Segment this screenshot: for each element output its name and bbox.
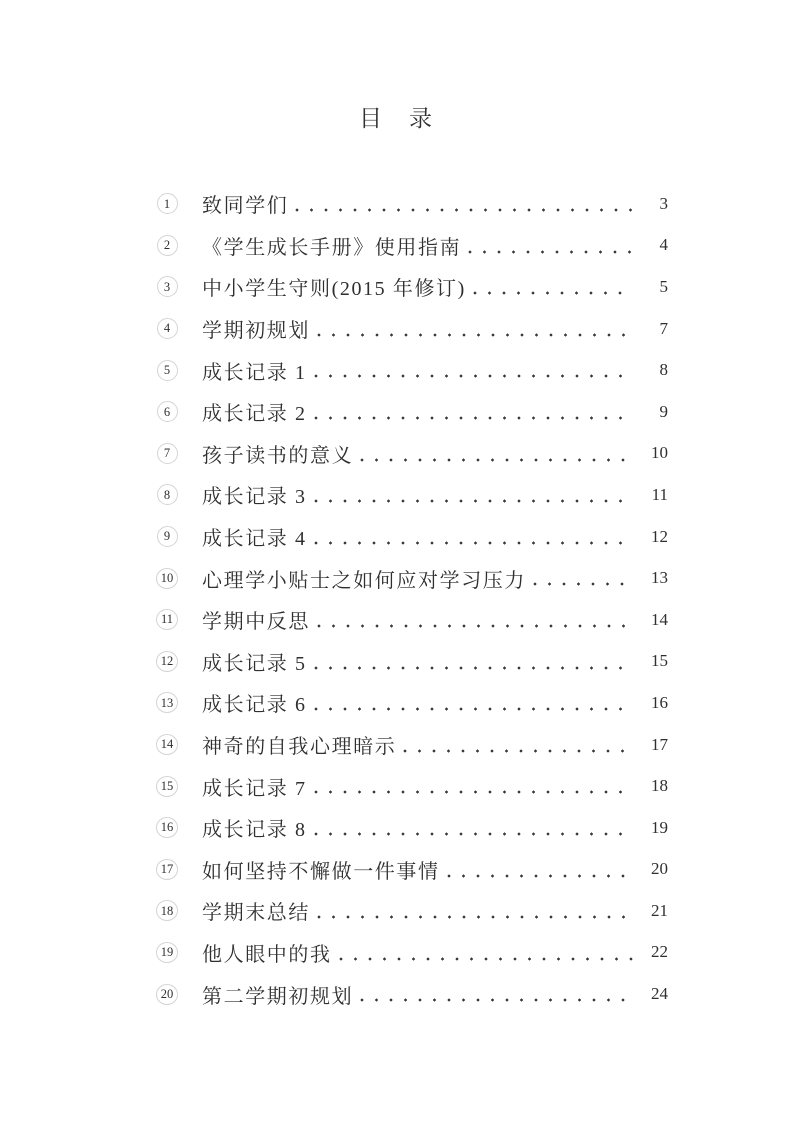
dot-leader bbox=[398, 724, 633, 766]
entry-number-column bbox=[153, 318, 181, 339]
entry-title: 学期中反思 bbox=[202, 611, 310, 634]
dot-leader bbox=[309, 807, 633, 849]
entry-title: 致同学们 bbox=[202, 195, 289, 218]
entry-number-badge bbox=[156, 942, 179, 963]
entry-page-number: 15 bbox=[651, 651, 668, 671]
entry-page-number: 13 bbox=[651, 568, 668, 588]
dot-leader bbox=[312, 308, 633, 350]
toc-entry[interactable] bbox=[0, 765, 793, 807]
toc-entry[interactable] bbox=[0, 349, 793, 391]
entry-page-number: 12 bbox=[651, 526, 668, 546]
entry-number-column bbox=[153, 817, 181, 838]
entry-number: 6 bbox=[163, 404, 171, 419]
entry-title: 成长记录 7 bbox=[202, 777, 307, 800]
entry-number-badge bbox=[157, 443, 178, 464]
entry-page-number: 14 bbox=[651, 609, 668, 629]
toc-entry[interactable] bbox=[0, 807, 793, 849]
entry-title: 神奇的自我心理暗示 bbox=[202, 736, 397, 759]
entry-number: 16 bbox=[160, 820, 174, 835]
dot-leader bbox=[334, 932, 633, 974]
entry-number: 7 bbox=[163, 446, 171, 461]
entry-page-number: 21 bbox=[651, 900, 668, 920]
dot-leader bbox=[309, 641, 633, 683]
entry-number-badge bbox=[156, 900, 179, 921]
entry-number: 13 bbox=[160, 695, 174, 710]
entry-number-badge bbox=[157, 235, 178, 256]
entry-number: 19 bbox=[160, 945, 174, 960]
entry-page-number: 11 bbox=[651, 484, 668, 504]
entry-number-column bbox=[153, 776, 181, 797]
entry-number-column bbox=[153, 360, 181, 381]
entry-number-column bbox=[153, 900, 181, 921]
entry-number-column bbox=[153, 193, 181, 214]
entry-page-number: 18 bbox=[651, 776, 668, 796]
entry-title: 孩子读书的意义 bbox=[202, 444, 354, 467]
entry-number-column bbox=[153, 942, 181, 963]
entry-number-badge bbox=[156, 651, 179, 672]
entry-number-column bbox=[153, 859, 181, 880]
entry-number: 3 bbox=[163, 279, 171, 294]
dot-leader bbox=[309, 391, 633, 433]
dot-leader bbox=[290, 183, 633, 225]
entry-number: 11 bbox=[160, 612, 174, 627]
dot-leader bbox=[463, 225, 633, 267]
toc-entry[interactable] bbox=[0, 849, 793, 891]
entry-page-number: 3 bbox=[659, 193, 668, 213]
dot-leader bbox=[442, 849, 633, 891]
entry-page-number: 10 bbox=[651, 443, 668, 463]
toc-entry[interactable] bbox=[0, 516, 793, 558]
dot-leader bbox=[312, 890, 633, 932]
entry-number: 4 bbox=[163, 321, 171, 336]
entry-number-column bbox=[153, 401, 181, 422]
toc-entry[interactable] bbox=[0, 308, 793, 350]
entry-number-badge bbox=[157, 360, 178, 381]
toc-entry[interactable] bbox=[0, 641, 793, 683]
toc-entry[interactable] bbox=[0, 973, 793, 1015]
entry-number-badge bbox=[156, 859, 179, 880]
entry-number-column bbox=[153, 484, 181, 505]
toc-entry[interactable] bbox=[0, 391, 793, 433]
entry-title: 成长记录 6 bbox=[202, 694, 307, 717]
entry-page-number: 24 bbox=[651, 984, 668, 1004]
toc-entry[interactable] bbox=[0, 225, 793, 267]
entry-number-badge bbox=[156, 568, 179, 589]
entry-number: 2 bbox=[163, 238, 171, 253]
entry-title: 《学生成长手册》使用指南 bbox=[202, 236, 462, 259]
toc-entry[interactable] bbox=[0, 599, 793, 641]
entry-number-badge bbox=[156, 984, 179, 1005]
toc-entry[interactable] bbox=[0, 890, 793, 932]
toc-entry[interactable] bbox=[0, 183, 793, 225]
entry-number-column bbox=[153, 568, 181, 589]
entry-number-column bbox=[153, 526, 181, 547]
toc-entry[interactable] bbox=[0, 682, 793, 724]
entry-number-badge bbox=[156, 776, 179, 797]
entry-number-column bbox=[153, 609, 181, 630]
entry-page-number: 9 bbox=[659, 401, 668, 421]
entry-number-column bbox=[153, 984, 181, 1005]
entry-title: 他人眼中的我 bbox=[202, 943, 332, 966]
entry-page-number: 7 bbox=[659, 318, 668, 338]
entry-title: 学期末总结 bbox=[202, 902, 310, 925]
entry-page-number: 19 bbox=[651, 817, 668, 837]
entry-title: 心理学小贴士之如何应对学习压力 bbox=[202, 569, 526, 592]
entry-number: 10 bbox=[160, 570, 174, 585]
dot-leader bbox=[355, 433, 633, 475]
entry-page-number: 20 bbox=[651, 859, 668, 879]
entry-number: 15 bbox=[160, 778, 174, 793]
entry-page-number: 17 bbox=[651, 734, 668, 754]
entry-number-badge bbox=[157, 526, 178, 547]
dot-leader bbox=[309, 516, 633, 558]
entry-page-number: 8 bbox=[659, 360, 668, 380]
entry-number: 5 bbox=[163, 362, 171, 377]
entry-number-badge bbox=[157, 484, 178, 505]
entry-page-number: 22 bbox=[651, 942, 668, 962]
entry-title: 第二学期初规划 bbox=[202, 985, 354, 1008]
entry-number-column bbox=[153, 651, 181, 672]
entry-number-badge bbox=[157, 276, 178, 297]
entry-title: 成长记录 3 bbox=[202, 486, 307, 509]
dot-leader bbox=[312, 599, 633, 641]
page-title: 目 录 bbox=[359, 106, 434, 131]
entry-title: 中小学生守则(2015 年修订) bbox=[202, 278, 466, 301]
entry-number-column bbox=[153, 692, 181, 713]
entry-title: 学期初规划 bbox=[202, 320, 310, 343]
entry-number-column bbox=[153, 276, 181, 297]
entry-number-badge bbox=[157, 401, 178, 422]
entry-number-column bbox=[153, 235, 181, 256]
toc-entry[interactable] bbox=[0, 433, 793, 475]
dot-leader bbox=[309, 474, 633, 516]
entry-page-number: 4 bbox=[659, 235, 668, 255]
entry-number: 8 bbox=[163, 487, 171, 502]
toc-entry[interactable] bbox=[0, 266, 793, 308]
entry-page-number: 5 bbox=[659, 276, 668, 296]
entry-title: 成长记录 8 bbox=[202, 819, 307, 842]
entry-number: 18 bbox=[160, 903, 174, 918]
entry-number-badge bbox=[156, 609, 178, 630]
entry-title: 成长记录 4 bbox=[202, 528, 307, 551]
dot-leader bbox=[309, 765, 633, 807]
entry-title: 如何坚持不懈做一件事情 bbox=[202, 860, 440, 883]
entry-number-badge bbox=[157, 193, 178, 214]
dot-leader bbox=[468, 266, 633, 308]
entry-title: 成长记录 2 bbox=[202, 403, 307, 426]
entry-number: 12 bbox=[160, 654, 174, 669]
entry-title: 成长记录 1 bbox=[202, 361, 307, 384]
toc-entry[interactable] bbox=[0, 557, 793, 599]
dot-leader bbox=[355, 973, 633, 1015]
toc-entry[interactable] bbox=[0, 932, 793, 974]
entry-number-column bbox=[153, 443, 181, 464]
entry-number-badge bbox=[156, 817, 179, 838]
entry-number: 9 bbox=[163, 529, 171, 544]
dot-leader bbox=[528, 557, 633, 599]
entry-number: 14 bbox=[160, 737, 174, 752]
entry-number: 20 bbox=[160, 986, 174, 1001]
dot-leader bbox=[309, 349, 633, 391]
entry-number-badge bbox=[157, 318, 178, 339]
entry-page-number: 16 bbox=[651, 692, 668, 712]
entry-number-column bbox=[153, 734, 181, 755]
dot-leader bbox=[309, 682, 633, 724]
entry-number-badge bbox=[156, 734, 179, 755]
entry-number: 1 bbox=[163, 196, 171, 211]
toc-entry[interactable] bbox=[0, 724, 793, 766]
toc-entry[interactable] bbox=[0, 474, 793, 516]
entry-title: 成长记录 5 bbox=[202, 652, 307, 675]
entry-number-badge bbox=[156, 692, 179, 713]
entry-number: 17 bbox=[160, 862, 174, 877]
toc-list bbox=[0, 183, 793, 1015]
